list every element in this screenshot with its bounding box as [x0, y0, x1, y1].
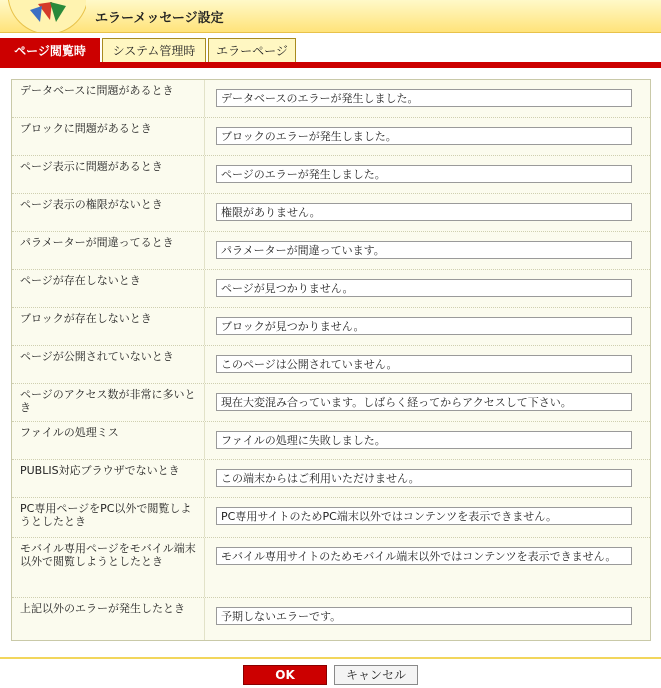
header-bar [0, 0, 661, 33]
row-divider [204, 80, 205, 117]
message-input-invalid-parameter[interactable] [216, 241, 632, 259]
setting-label: パラメーターが間違ってるとき [20, 236, 174, 249]
tab-system-admin[interactable]: システム管理時 [102, 38, 206, 62]
row-divider [204, 346, 205, 383]
row-divider [204, 118, 205, 155]
setting-label: ページが存在しないとき [20, 274, 141, 287]
setting-row [12, 80, 650, 118]
message-input-unsupported-browser[interactable] [216, 469, 632, 487]
message-input-other-error[interactable] [216, 607, 632, 625]
setting-label: ブロックが存在しないとき [20, 312, 152, 325]
message-input-page-display-error[interactable] [216, 165, 632, 183]
message-input-no-permission[interactable] [216, 203, 632, 221]
setting-row [12, 598, 650, 640]
setting-row [12, 498, 650, 538]
setting-row [12, 270, 650, 308]
setting-label: PC専用ページをPC以外で閲覧しようとしたとき [20, 502, 192, 528]
message-input-high-traffic[interactable] [216, 393, 632, 411]
row-divider [204, 460, 205, 497]
row-divider [204, 498, 205, 537]
ok-button[interactable]: OK [243, 665, 327, 685]
tab-underline [0, 62, 661, 68]
message-input-pc-only-page[interactable] [216, 507, 632, 525]
footer-divider [0, 657, 661, 659]
setting-label: データベースに問題があるとき [20, 84, 174, 97]
setting-label: ページ表示に問題があるとき [20, 160, 163, 173]
row-divider [204, 308, 205, 345]
setting-label: ページのアクセス数が非常に多いとき [20, 388, 196, 414]
message-input-file-error[interactable] [216, 431, 632, 449]
setting-label: ファイルの処理ミス [20, 426, 119, 439]
setting-label: ブロックに問題があるとき [20, 122, 152, 135]
row-divider [204, 232, 205, 269]
message-input-page-unpublished[interactable] [216, 355, 632, 373]
setting-row [12, 422, 650, 460]
setting-label: ページが公開されていないとき [20, 350, 174, 363]
message-input-database-error[interactable] [216, 89, 632, 107]
setting-row [12, 194, 650, 232]
cancel-button[interactable]: キャンセル [334, 665, 418, 685]
setting-label: PUBLIS対応ブラウザでないとき [20, 464, 180, 477]
app-logo-icon [0, 0, 86, 32]
row-divider [204, 194, 205, 231]
setting-row [12, 156, 650, 194]
row-divider [204, 598, 205, 640]
setting-row [12, 384, 650, 422]
row-divider [204, 538, 205, 597]
settings-panel [11, 79, 651, 641]
setting-row [12, 118, 650, 156]
row-divider [204, 422, 205, 459]
setting-row [12, 538, 650, 598]
message-input-mobile-only-page[interactable] [216, 547, 632, 565]
message-input-block-not-found[interactable] [216, 317, 632, 335]
setting-row [12, 232, 650, 270]
tab-page-view[interactable]: ページ閲覧時 [0, 38, 100, 62]
setting-row [12, 346, 650, 384]
setting-label: ページ表示の権限がないとき [20, 198, 163, 211]
setting-label: モバイル専用ページをモバイル端末以外で閲覧しようとしたとき [20, 542, 196, 568]
setting-label: 上記以外のエラーが発生したとき [20, 602, 185, 615]
row-divider [204, 384, 205, 421]
setting-row [12, 308, 650, 346]
page-title: エラーメッセージ設定 [95, 11, 224, 26]
row-divider [204, 270, 205, 307]
message-input-block-error[interactable] [216, 127, 632, 145]
setting-row [12, 460, 650, 498]
tab-error-page[interactable]: エラーページ [208, 38, 296, 62]
row-divider [204, 156, 205, 193]
message-input-page-not-found[interactable] [216, 279, 632, 297]
